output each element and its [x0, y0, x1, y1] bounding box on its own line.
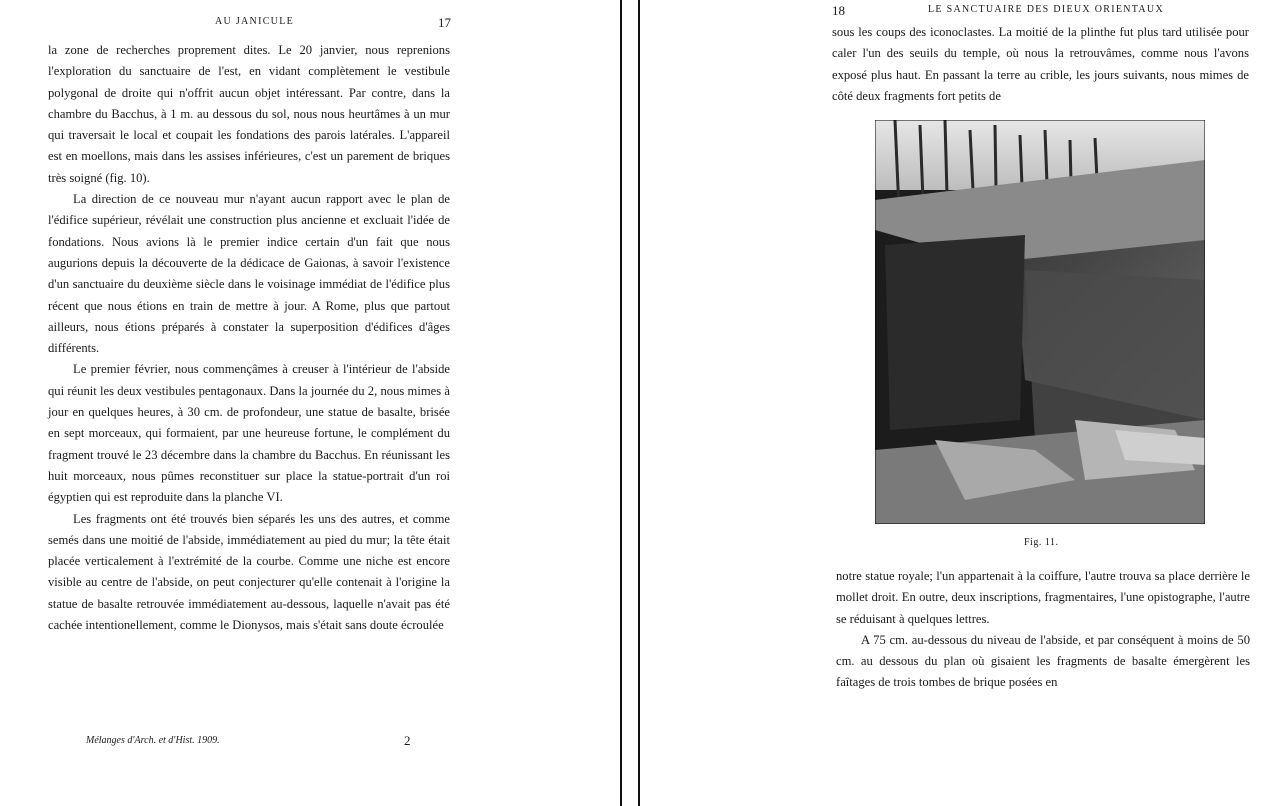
- figure-caption: Fig. 11.: [1024, 537, 1059, 548]
- right-page-body-top: [832, 22, 1249, 107]
- right-page-body-bottom: [836, 566, 1250, 694]
- paragraph: La direction de ce nouveau mur n'ayant aucun rapport avec le plan de l'édifice supérieur, révélait une construction plus ancienne et excluait l'idée de fondations. Nous avions là le premier indice certain d'un fait que nous augurions depuis la découverte de la dédicace de Gaionas, à savoir l'existence d'un sanctuaire du deuxième siècle dans le voisinage immédiat de l'édifice plus récent que nous étions en train de mettre à jour. A Rome, plus que partout ailleurs, nous étions préparés à constater la superposition d'édifices d'âges différents.: [48, 192, 450, 356]
- journal-footer: Mélanges d'Arch. et d'Hist. 1909.: [86, 735, 220, 746]
- signature-mark: 2: [404, 733, 411, 748]
- page-number-left: 17: [438, 15, 451, 30]
- running-head-right: LE SANCTUAIRE DES DIEUX ORIENTAUX: [928, 4, 1164, 15]
- paragraph: notre statue royale; l'un appartenait à la coiffure, l'autre trouva sa place derrière le mollet droit. En outre, deux inscriptions, fragmentaires, l'une opistographe, l'autre se réduisant à quelques lettres.: [836, 569, 1250, 626]
- page-gutter-edge: [620, 0, 622, 806]
- paragraph: A 75 cm. au-dessous du niveau de l'abside, et par conséquent à moins de 50 cm. au dessous du plan où gisaient les fragments de basalte émergèrent les faîtages de trois tombes de brique posées en: [836, 632, 1250, 690]
- page-number-right: 18: [832, 3, 845, 18]
- running-head-left: AU JANICULE: [215, 16, 295, 27]
- left-page-body: [48, 40, 450, 636]
- paragraph: Les fragments ont été trouvés bien séparés les uns des autres, et comme semés dans une moitié de l'abside, immédiatement au pied du mur; la tête était placée verticalement à l'extrémité de la courbe. Comme une niche est encore visible au centre de l'abside, on peut conjecturer qu'elle contenait à l'origine la statue de basalte retrouvée immédiatement au-dessous, laquelle n'avait pas été cachée intentionellement, comme le Dionysos, mais s'était sans doute écroulée: [48, 511, 450, 633]
- paragraph: la zone de recherches proprement dites. Le 20 janvier, nous reprenions l'exploration du sanctuaire de l'est, en vidant complètement le vestibule polygonal de droite qui n'offrit aucun objet intéressant. Par contre, dans la chambre du Bacchus, à 1 m. au dessous du sol, nous nous heurtâmes à un mur qui traversait le local et coupait les fondations des parois latérales. L'appareil est en moellons, mais dans les assises inférieures, c'est un parement de briques très soigné (fig. 10).: [48, 43, 450, 185]
- paragraph: sous les coups des iconoclastes. La moitié de la plinthe fut plus tard utilisée pour caler l'un des seuils du temple, où nous la retrouvâmes, comme nous l'avons exposé plus haut. En passant la terre au crible, les jours suivants, nous mimes de côté deux fragments fort petits de: [832, 25, 1249, 103]
- excavation-photograph: [875, 120, 1205, 524]
- paragraph: Le premier février, nous commençâmes à creuser à l'intérieur de l'abside qui réunit les deux vestibules pentagonaux. Dans la journée du 2, nous mimes à jour en quelques heures, à 30 cm. de profondeur, une statue de basalte, brisée en sept morceaux, qui formaient, par une heureuse fortune, le complément du fragment trouvé le 23 décembre dans la chambre du Bacchus. En réunissant les huit morceaux, nous pûmes reconstituer sur place la statue-portrait d'un roi égyptien qui est reproduite dans la planche VI.: [48, 362, 450, 505]
